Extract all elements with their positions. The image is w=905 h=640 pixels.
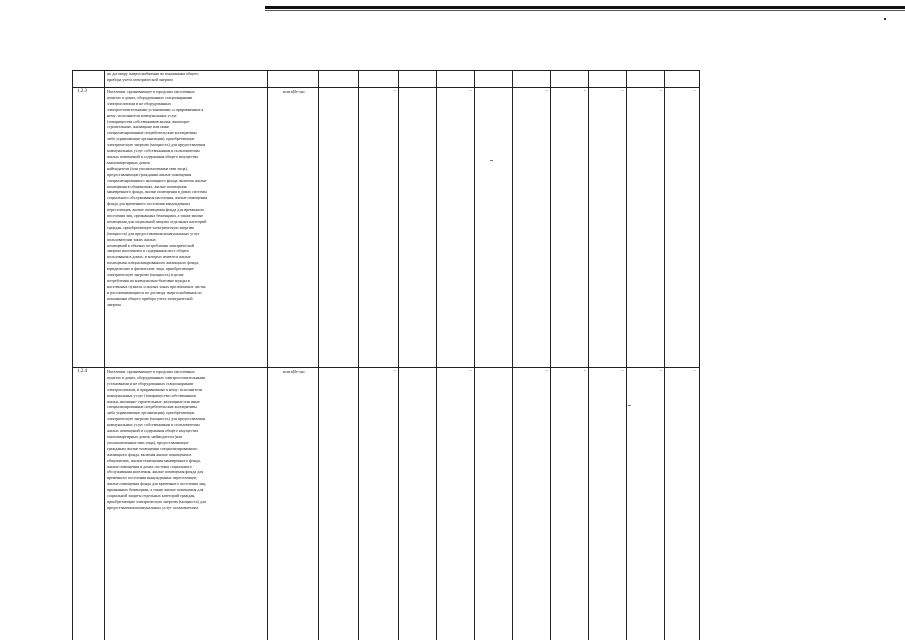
empty-cell-dash: - xyxy=(694,89,696,94)
row-number: 1.2.4 xyxy=(77,369,87,374)
row-description: Население, проживающее в городских населенных пунктах в домах, оборудованных стационарными электроплитами и не оборудованных электроотопительными установками, и приравненные к нему: исполнители коммунальных услуг (товарищества собственников жилья, жилищно- строительные, жилищные или иные специализированные потребительские кооперативы либо управляющие организации), приобретающие электрическую энергию (мощность) для предоставления коммунальных услуг собственникам и пользователям жилых помещений и содержания общего имущества многоквартирных домов; наймодатели (или уполномоченные ими лица), предоставляющие гражданам жилые помещения специализированного жилищного фонда, включая жилые помещения в общежитиях, жилые помещения маневренного фонда, жилые помещения в домах системы социального обслуживания населения, жилые помещения фонда для временного поселения вынужденных переселенцев, жилые помещения фонда для временного поселения лиц, признанных беженцами, а также жилые помещения для социальной защиты отдельных категорий граждан, приобретающие электрическую энергию (мощность) для предоставления коммунальных услуг пользователям таких жилых помещений в объемах потребления электрической энергии населением и содержания мест общего пользования в домах, в которых имеются жилые помещения специализированного жилищного фонда; юридические и физические лица, приобретающие электрическую энергию (мощность) в целях потребления на коммунально-бытовые нужды в населенных пунктах и жилых зонах при воинских частях и рассчитывающиеся по договору энергоснабжения по показаниям общего прибора учета электрической энергии. xyxy=(107,89,208,307)
empty-cell-dash: - xyxy=(394,369,396,374)
empty-cell-dash: - xyxy=(584,89,586,94)
tariff-table xyxy=(72,70,700,640)
empty-cell-dash: - xyxy=(394,89,396,94)
table-row xyxy=(72,367,700,640)
row-unit: млн кВт·час xyxy=(282,369,306,374)
scan-artifact xyxy=(884,18,886,20)
top-scan-border-thin xyxy=(265,10,905,11)
row-description: по договору энергоснабжения по показаниям общего прибора учета электрической энергии xyxy=(107,71,199,82)
row-unit: млн кВт·час xyxy=(282,89,306,94)
empty-cell-dash: - xyxy=(470,89,472,94)
empty-cell-dash: - xyxy=(660,89,662,94)
empty-cell-dash: - xyxy=(622,89,624,94)
row-description: Население, проживающее в городских населенных пунктах в домах, оборудованных электроотопительными установками и не оборудованных стационарными электроплитами, и приравненные к нему: исполнители коммунальных услуг (товарищества собственников жилья, жилищно-строительные, жилищные или иные специализированные потребительские кооперативы либо управляющие организации), приобретающие электрическую энергию (мощность) для предоставления коммунальных услуг собственникам и пользователям жилых помещений и содержания общего имущества многоквартирных домов; наймодатели (или уполномоченные ими лица), предоставляющие гражданам жилые помещения специализированного жилищного фонда, включая жилые помещения в общежитиях, жилые помещения маневренного фонда, жилые помещения в домах системы социального обслуживания населения, жилые помещения фонда для временного поселения вынужденных переселенцев, жилые помещения фонда для временного поселения лиц, признанных беженцами, а также жилые помещения для социальной защиты отдельных категорий граждан, приобретающие электрическую энергию (мощность) для предоставления коммунальных услуг пользователям xyxy=(107,369,207,510)
empty-cell-dash: - xyxy=(546,369,548,374)
top-scan-border xyxy=(265,6,905,9)
empty-cell-dash: - xyxy=(660,369,662,374)
empty-cell-dash: - xyxy=(546,89,548,94)
table-row xyxy=(72,87,700,367)
empty-cell-dash: - xyxy=(584,369,586,374)
empty-cell-dash: - xyxy=(470,369,472,374)
row-number: 1.2.3 xyxy=(77,89,87,94)
empty-cell-dash: - xyxy=(622,369,624,374)
empty-cell-dash: - xyxy=(694,369,696,374)
table-row xyxy=(72,70,700,87)
